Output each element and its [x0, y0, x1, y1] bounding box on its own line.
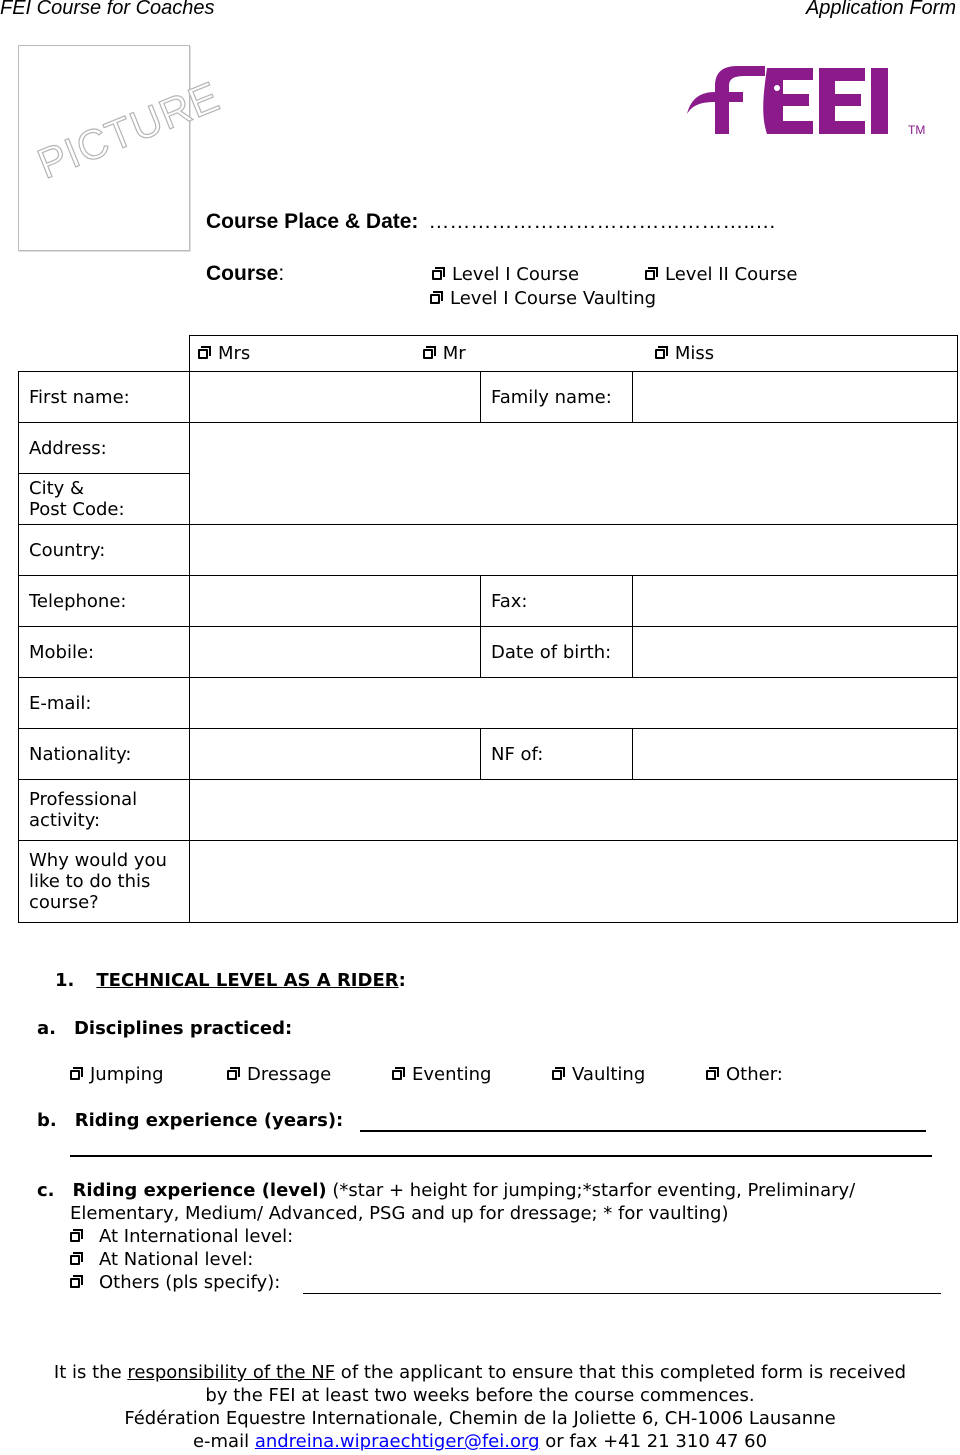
discipline-dressage-label: Dressage — [247, 1064, 332, 1085]
level-others[interactable] — [70, 1271, 293, 1294]
title-miss[interactable] — [655, 343, 880, 364]
nf-of-label: NF of: — [481, 729, 633, 780]
header-right-title: Application Form — [805, 0, 956, 19]
option-level-1-label: Level I Course — [452, 264, 580, 285]
why-course-field[interactable] — [190, 841, 958, 923]
professional-line2: activity: — [29, 810, 101, 831]
section-a-heading — [37, 1018, 292, 1039]
footer-line-4 — [0, 1430, 960, 1453]
footer-l4-b: or fax +41 21 310 47 60 — [539, 1431, 768, 1452]
footer-l1-a: It is the — [53, 1362, 128, 1383]
applicant-form-table — [18, 335, 958, 923]
option-level-2[interactable] — [645, 264, 797, 285]
city-postcode-label — [19, 474, 190, 525]
city-label-line1: City & — [29, 478, 85, 499]
form-corner — [19, 336, 190, 372]
section-c-desc-2: Elementary, Medium/ Advanced, PSG and up for dressage; * for vaulting) — [70, 1203, 729, 1224]
trademark-mark: TM — [908, 123, 926, 137]
dob-label: Date of birth: — [481, 627, 633, 678]
address-field[interactable] — [190, 423, 958, 525]
first-name-label: First name: — [19, 372, 190, 423]
checkbox-icon[interactable] — [227, 1070, 237, 1080]
checkbox-icon[interactable] — [70, 1232, 80, 1242]
level-national[interactable] — [70, 1248, 293, 1271]
family-name-label: Family name: — [481, 372, 633, 423]
dob-field[interactable] — [633, 627, 958, 678]
picture-label: PICTURE — [31, 72, 227, 188]
discipline-dressage[interactable] — [227, 1064, 331, 1085]
section-a-letter: a. — [37, 1018, 56, 1039]
section-1-title: TECHNICAL LEVEL AS A RIDER — [96, 970, 399, 991]
checkbox-icon[interactable] — [198, 349, 208, 359]
checkbox-icon[interactable] — [655, 349, 665, 359]
level-international[interactable] — [70, 1225, 293, 1248]
riding-years-line-1[interactable] — [360, 1130, 926, 1132]
course-label-text: Course — [206, 262, 279, 285]
section-1-colon: : — [398, 970, 406, 991]
course-label — [206, 262, 284, 286]
title-miss-label: Miss — [674, 343, 715, 364]
course-place-label: Course Place & Date: — [206, 210, 419, 233]
footer-line-2: by the FEI at least two weeks before the course commences. — [205, 1385, 755, 1406]
section-1-heading — [55, 970, 406, 991]
option-level-2-label: Level II Course — [665, 264, 798, 285]
discipline-eventing-label: Eventing — [412, 1064, 492, 1085]
level-international-label: At International level: — [99, 1226, 294, 1247]
option-level-1-vaulting-label: Level I Course Vaulting — [450, 288, 657, 309]
checkbox-icon[interactable] — [430, 294, 440, 304]
telephone-label: Telephone: — [19, 576, 190, 627]
discipline-vaulting[interactable] — [552, 1064, 645, 1085]
nf-of-field[interactable] — [633, 729, 958, 780]
riding-years-line-2[interactable] — [70, 1155, 932, 1157]
header-left-title: FEI Course for Coaches — [0, 0, 215, 19]
footer-line-3: Fédération Equestre Internationale, Chemin de la Joliette 6, CH-1006 Lausanne — [124, 1408, 836, 1429]
professional-line1: Professional — [29, 789, 138, 810]
level-others-label: Others (pls specify): — [99, 1272, 281, 1293]
section-1-number: 1. — [55, 970, 75, 991]
email-field[interactable] — [190, 678, 958, 729]
title-mrs[interactable] — [198, 343, 423, 364]
checkbox-icon[interactable] — [392, 1070, 402, 1080]
nationality-field[interactable] — [190, 729, 481, 780]
checkbox-icon[interactable] — [70, 1278, 80, 1288]
checkbox-icon[interactable] — [706, 1070, 716, 1080]
why-course-label — [19, 841, 190, 923]
title-mrs-label: Mrs — [218, 343, 251, 364]
level-national-label: At National level: — [99, 1249, 254, 1270]
mobile-field[interactable] — [190, 627, 481, 678]
professional-activity-field[interactable] — [190, 780, 958, 841]
discipline-eventing[interactable] — [392, 1064, 491, 1085]
professional-activity-label — [19, 780, 190, 841]
checkbox-icon[interactable] — [70, 1070, 80, 1080]
option-level-1[interactable] — [432, 264, 579, 285]
section-b-letter: b. — [37, 1110, 57, 1131]
discipline-other-label: Other: — [726, 1064, 783, 1085]
email-link[interactable]: andreina.wipraechtiger@fei.org — [254, 1431, 540, 1452]
section-b-title: Riding experience (years): — [74, 1110, 344, 1131]
fax-field[interactable] — [633, 576, 958, 627]
why-line3: course? — [29, 892, 99, 913]
section-c-desc-1: (*star + height for jumping;*starfor eventing, Preliminary/ — [332, 1180, 856, 1201]
course-label-colon: : — [278, 262, 285, 285]
picture-placeholder[interactable] — [18, 45, 227, 251]
telephone-field[interactable] — [190, 576, 481, 627]
discipline-other[interactable] — [706, 1064, 783, 1085]
course-place-dots[interactable]: ………………………………………..… — [428, 210, 777, 233]
checkbox-icon[interactable] — [432, 270, 442, 280]
footer-l4-a: e-mail — [192, 1431, 255, 1452]
section-c-title: Riding experience (level) — [72, 1180, 327, 1201]
footer-line-1 — [0, 1361, 960, 1384]
section-b-heading — [37, 1110, 343, 1131]
section-c-letter: c. — [37, 1180, 55, 1201]
why-line2: like to do this — [29, 871, 151, 892]
title-mr[interactable] — [423, 343, 655, 364]
footer-l1-b: of the applicant to ensure that this completed form is received — [335, 1362, 907, 1383]
nationality-label: Nationality: — [19, 729, 190, 780]
country-field[interactable] — [190, 525, 958, 576]
fei-logo — [685, 66, 925, 145]
fax-label: Fax: — [481, 576, 633, 627]
level-options — [70, 1225, 293, 1294]
email-label: E-mail: — [19, 678, 190, 729]
country-label: Country: — [19, 525, 190, 576]
section-a-title: Disciplines practiced: — [73, 1018, 293, 1039]
title-selector — [190, 336, 958, 372]
checkbox-icon[interactable] — [423, 349, 433, 359]
checkbox-icon[interactable] — [70, 1255, 80, 1265]
first-name-field[interactable] — [190, 372, 481, 423]
checkbox-icon[interactable] — [645, 270, 655, 280]
city-label-line2: Post Code: — [29, 499, 125, 520]
others-specify-line[interactable] — [303, 1293, 941, 1294]
footer-nf-responsibility: responsibility of the NF — [127, 1362, 336, 1383]
course-place-date — [206, 210, 776, 234]
section-c-heading — [37, 1179, 937, 1225]
option-level-1-vaulting[interactable] — [430, 288, 656, 309]
address-label: Address: — [19, 423, 190, 474]
footer-notice — [0, 1361, 960, 1453]
discipline-jumping[interactable] — [70, 1064, 164, 1085]
discipline-vaulting-label: Vaulting — [572, 1064, 646, 1085]
why-line1: Why would you — [29, 850, 167, 871]
family-name-field[interactable] — [633, 372, 958, 423]
title-mr-label: Mr — [442, 343, 466, 364]
discipline-jumping-label: Jumping — [90, 1064, 164, 1085]
mobile-label: Mobile: — [19, 627, 190, 678]
checkbox-icon[interactable] — [552, 1070, 562, 1080]
